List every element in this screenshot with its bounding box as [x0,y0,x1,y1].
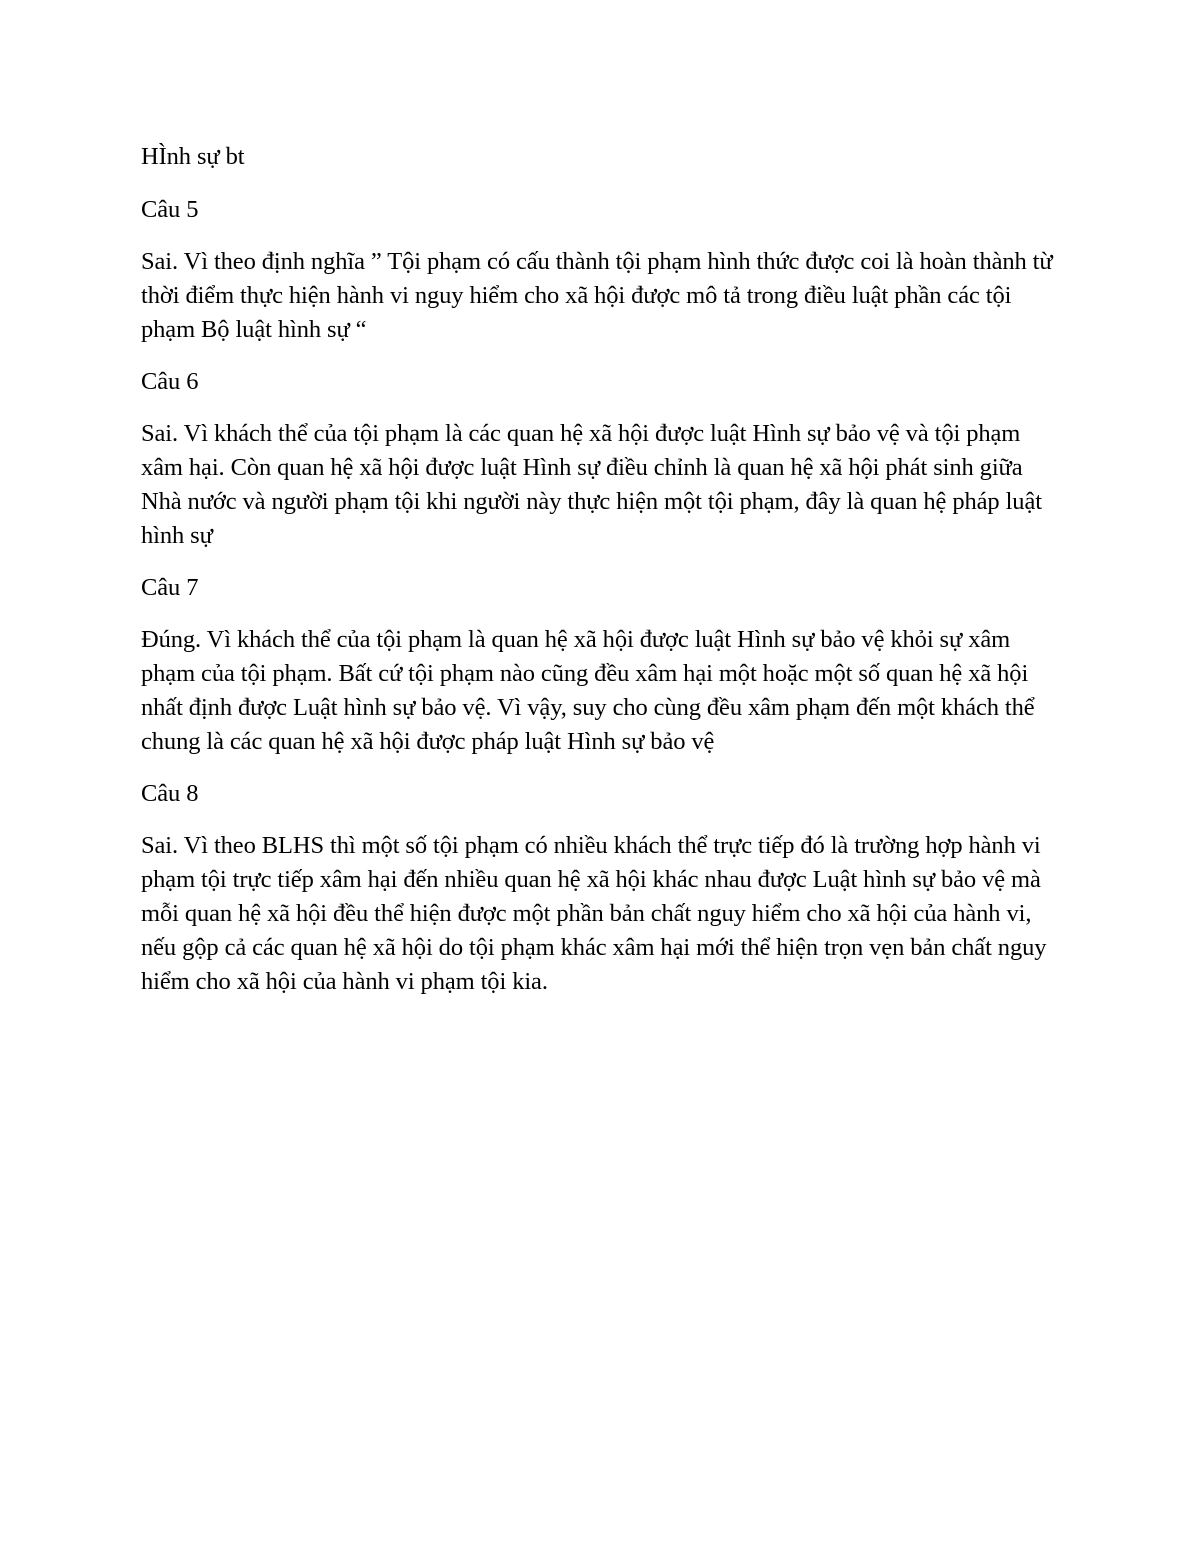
answer-paragraph-7: Đúng. Vì khách thể của tội phạm là quan hệ xã hội được luật Hình sự bảo vệ khỏi sự xâm phạm của tội phạm. Bất cứ tội phạm nào cũng đều xâm hại một hoặc một số quan hệ xã hội nhất định được Luật hình sự bảo vệ. Vì vậy, suy cho cùng đều xâm phạm đến một khách thể chung là các quan hệ xã hội được pháp luật Hình sự bảo vệ [141,626,1035,755]
answer-paragraph-8: Sai. Vì theo BLHS thì một số tội phạm có nhiều khách thể trực tiếp đó là trường hợp hành vi phạm tội trực tiếp xâm hại đến nhiều quan hệ xã hội khác nhau được Luật hình sự bảo vệ mà mỗi quan hệ xã hội đều thể hiện được một phần bản chất nguy hiểm cho xã hội của hành vi, nếu gộp cả các quan hệ xã hội do tội phạm khác xâm hại mới thể hiện trọn vẹn bản chất nguy hiểm cho xã hội của hành vi phạm tội kia. [141,832,1047,995]
document-title: HÌnh sự bt [141,143,245,170]
question-heading-6: Câu 6 [141,368,199,395]
question-heading-7: Câu 7 [141,574,199,601]
answer-paragraph-6: Sai. Vì khách thể của tội phạm là các quan hệ xã hội được luật Hình sự bảo vệ và tội phạm xâm hại. Còn quan hệ xã hội được luật Hình sự điều chỉnh là quan hệ xã hội phát sinh giữa Nhà nước và người phạm tội khi người này thực hiện một tội phạm, đây là quan hệ pháp luật hình sự [141,420,1042,549]
document-page [141,140,1061,1017]
question-heading-5: Câu 5 [141,196,199,223]
question-heading-8: Câu 8 [141,780,199,807]
answer-paragraph-5: Sai. Vì theo định nghĩa ” Tội phạm có cấu thành tội phạm hình thức được coi là hoàn thành từ thời điểm thực hiện hành vi nguy hiểm cho xã hội được mô tả trong điều luật phần các tội phạm Bộ luật hình sự “ [141,248,1053,343]
